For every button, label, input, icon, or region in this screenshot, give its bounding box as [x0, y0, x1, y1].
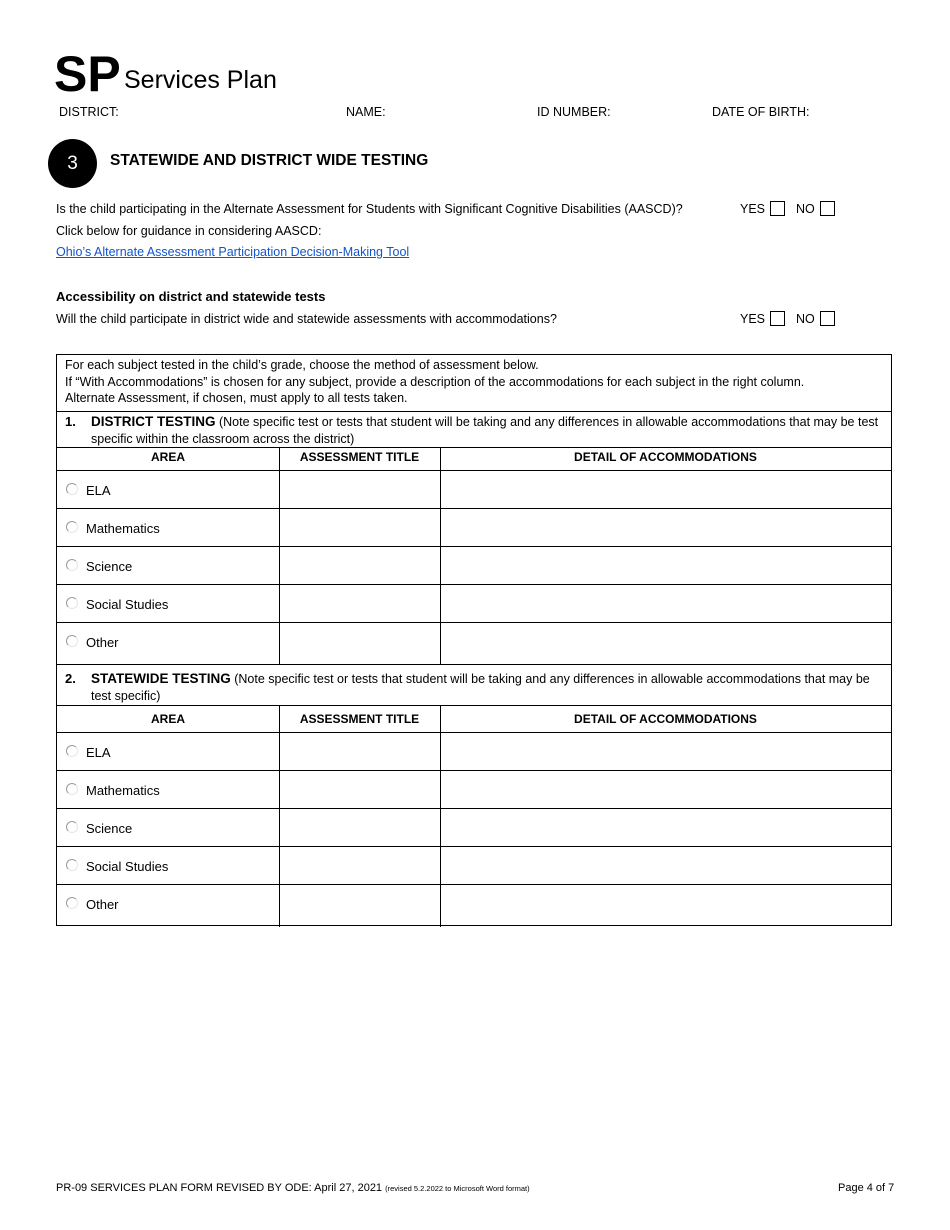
district-other-title-cell[interactable] [280, 623, 439, 664]
statewide-social-studies-detail-cell[interactable] [441, 847, 891, 884]
statewide-area-social-studies[interactable] [66, 859, 168, 874]
aascd-no-checkbox[interactable] [820, 201, 835, 216]
statewide-other-title-cell[interactable] [280, 885, 439, 925]
radio-button[interactable] [66, 821, 78, 833]
district-testing-title: DISTRICT TESTING [91, 414, 216, 429]
accommodations-yes-option[interactable] [740, 311, 785, 326]
district-testing-note: (Note specific test or tests that student will be taking and any differences in allowable accommodations that may be test specific within the classroom across the district) [91, 415, 879, 446]
district-area-other[interactable] [66, 635, 119, 650]
area-label: Other [86, 897, 119, 912]
radio-button[interactable] [66, 635, 78, 647]
district-area-social-studies[interactable] [66, 597, 168, 612]
district-math-title-cell[interactable] [280, 509, 439, 546]
statewide-ela-title-cell[interactable] [280, 733, 439, 770]
district-detail-header: DETAIL OF ACCOMMODATIONS [574, 450, 757, 464]
area-label: Mathematics [86, 783, 160, 798]
radio-button[interactable] [66, 521, 78, 533]
radio-button[interactable] [66, 745, 78, 757]
statewide-testing-number: 2. [65, 671, 76, 686]
statewide-detail-header: DETAIL OF ACCOMMODATIONS [574, 712, 757, 726]
date-of-birth-label: DATE OF BIRTH: [712, 105, 810, 119]
area-label: Science [86, 821, 133, 836]
area-label: ELA [86, 745, 111, 760]
district-testing-number: 1. [65, 414, 76, 429]
area-label: Mathematics [86, 521, 160, 536]
footer-revision-text: PR-09 SERVICES PLAN FORM REVISED BY ODE: April 27, 2021 [56, 1182, 383, 1194]
statewide-testing-title: STATEWIDE TESTING [91, 671, 231, 686]
statewide-math-title-cell[interactable] [280, 771, 439, 808]
aascd-guidance-text: Click below for guidance in considering AASCD: [56, 224, 322, 238]
testing-form-table [56, 354, 892, 926]
area-label: Science [86, 559, 133, 574]
district-area-science[interactable] [66, 559, 132, 574]
aascd-decision-tool-link[interactable]: Ohio’s Alternate Assessment Participation Decision-Making Tool [56, 245, 410, 259]
statewide-testing-note: (Note specific test or tests that student will be taking and any differences in allowable accommodations that may be test specific) [91, 672, 870, 703]
statewide-area-mathematics[interactable] [66, 783, 160, 798]
district-area-ela[interactable] [66, 483, 111, 498]
accessibility-heading: Accessibility on district and statewide tests [56, 289, 326, 304]
aascd-question: Is the child participating in the Alternate Assessment for Students with Significant Cognitive Disabilities (AASCD)? [56, 202, 683, 216]
area-label: Other [86, 635, 119, 650]
accommodations-no-option[interactable] [796, 311, 835, 326]
district-assessment-title-header: ASSESSMENT TITLE [299, 450, 420, 464]
district-ela-title-cell[interactable] [280, 471, 439, 508]
statewide-social-studies-title-cell[interactable] [280, 847, 439, 884]
accommodations-yes-label: YES [740, 311, 766, 326]
aascd-no-label: NO [796, 201, 815, 216]
aascd-yes-checkbox[interactable] [770, 201, 785, 216]
district-science-title-cell[interactable] [280, 547, 439, 584]
aascd-yes-option[interactable] [740, 201, 785, 216]
statewide-ela-detail-cell[interactable] [441, 733, 891, 770]
radio-button[interactable] [66, 483, 78, 495]
id-number-label: ID NUMBER: [537, 105, 611, 119]
district-math-detail-cell[interactable] [441, 509, 891, 546]
footer-revision-note: (revised 5.2.2022 to Microsoft Word format) [385, 1184, 530, 1193]
area-label: ELA [86, 483, 111, 498]
statewide-testing-heading [91, 670, 886, 705]
section-title: STATEWIDE AND DISTRICT WIDE TESTING [110, 152, 429, 169]
footer-page-number: Page 4 of 7 [838, 1182, 895, 1194]
statewide-science-title-cell[interactable] [280, 809, 439, 846]
accommodations-no-checkbox[interactable] [820, 311, 835, 326]
section-number-badge: 3 [48, 139, 97, 188]
instruction-line: If “With Accommodations” is chosen for any subject, provide a description of the accommodations for each subject in the right column. [65, 374, 805, 389]
aascd-yes-label: YES [740, 201, 766, 216]
statewide-area-other[interactable] [66, 897, 119, 912]
accommodations-yes-checkbox[interactable] [770, 311, 785, 326]
radio-button[interactable] [66, 859, 78, 871]
district-social-studies-title-cell[interactable] [280, 585, 439, 622]
district-social-studies-detail-cell[interactable] [441, 585, 891, 622]
district-other-detail-cell[interactable] [441, 623, 891, 664]
district-testing-heading [91, 413, 886, 448]
name-label: NAME: [346, 105, 386, 119]
radio-button[interactable] [66, 597, 78, 609]
district-ela-detail-cell[interactable] [441, 471, 891, 508]
radio-button[interactable] [66, 559, 78, 571]
statewide-area-science[interactable] [66, 821, 132, 836]
area-label: Social Studies [86, 597, 169, 612]
accessibility-question: Will the child participate in district wide and statewide assessments with accommodations? [56, 312, 557, 326]
form-instructions [65, 357, 804, 407]
page-title: Services Plan [124, 66, 277, 94]
statewide-math-detail-cell[interactable] [441, 771, 891, 808]
instruction-line: For each subject tested in the child’s grade, choose the method of assessment below. [65, 358, 539, 372]
logo-abbreviation: SP [54, 46, 121, 102]
area-label: Social Studies [86, 859, 169, 874]
statewide-other-detail-cell[interactable] [441, 885, 891, 925]
footer-form-revision [56, 1182, 530, 1194]
statewide-area-ela[interactable] [66, 745, 111, 760]
aascd-no-option[interactable] [796, 201, 835, 216]
accommodations-no-label: NO [796, 311, 815, 326]
district-area-mathematics[interactable] [66, 521, 160, 536]
district-science-detail-cell[interactable] [441, 547, 891, 584]
district-area-header: AREA [150, 450, 185, 464]
district-label: DISTRICT: [59, 105, 119, 119]
statewide-assessment-title-header: ASSESSMENT TITLE [299, 712, 420, 726]
radio-button[interactable] [66, 783, 78, 795]
radio-button[interactable] [66, 897, 78, 909]
instruction-line: Alternate Assessment, if chosen, must apply to all tests taken. [65, 391, 408, 405]
statewide-area-header: AREA [150, 712, 185, 726]
statewide-science-detail-cell[interactable] [441, 809, 891, 846]
